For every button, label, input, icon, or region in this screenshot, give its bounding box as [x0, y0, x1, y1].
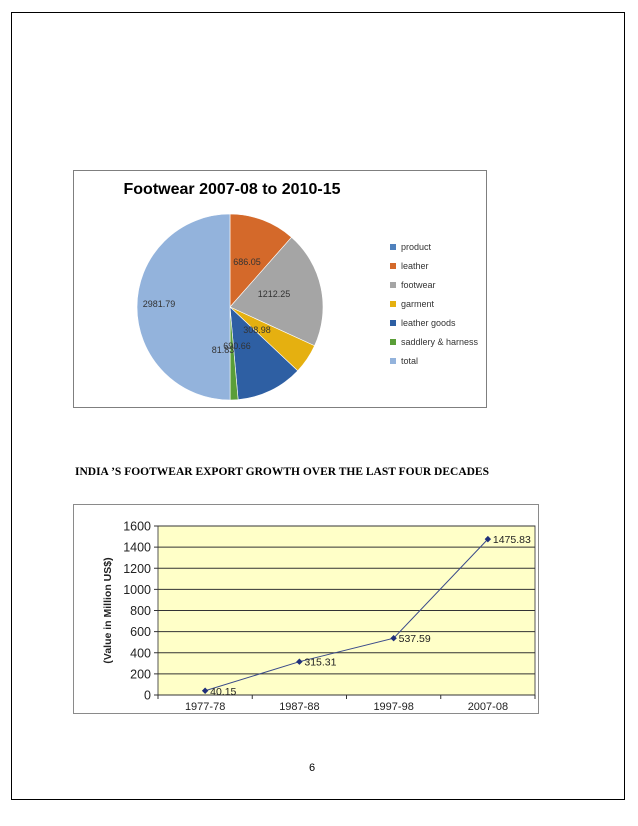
legend-item [390, 237, 486, 256]
legend-label: saddlery & harness [401, 336, 479, 347]
pie-data-label: 686.05 [233, 257, 261, 267]
x-tick-label: 1997-98 [373, 701, 414, 713]
data-point-label: 315.31 [304, 656, 337, 669]
legend-swatch [390, 320, 396, 326]
legend-label: product [401, 241, 432, 252]
legend-label: leather goods [401, 317, 456, 328]
legend-swatch [390, 301, 396, 307]
legend-swatch [390, 358, 396, 364]
line-chart-plot [74, 505, 540, 715]
legend-swatch [390, 263, 396, 269]
data-point-label: 1475.83 [492, 534, 531, 547]
y-tick-label: 800 [130, 604, 151, 618]
legend-label: garment [401, 298, 435, 309]
y-axis-label: (Value in Million US$) [102, 557, 114, 664]
y-tick-label: 400 [130, 646, 151, 661]
y-tick-label: 1600 [123, 519, 151, 534]
legend-label: total [401, 355, 419, 366]
pie-data-label: 690.66 [223, 341, 251, 351]
legend-item [390, 351, 486, 370]
pie-data-label: 2981.79 [142, 299, 176, 309]
legend-item [390, 275, 486, 294]
x-tick-label: 1977-78 [184, 701, 226, 713]
legend-label: footwear [401, 279, 436, 290]
data-point-label: 537.59 [398, 633, 431, 646]
legend-item [390, 313, 486, 332]
pie-data-label: 308.98 [243, 325, 271, 335]
pie-chart-legend [390, 237, 486, 370]
y-tick-label: 200 [130, 667, 151, 682]
y-tick-label: 600 [130, 625, 151, 640]
y-tick-label: 1400 [123, 540, 151, 555]
legend-swatch [390, 282, 396, 288]
legend-swatch [390, 244, 396, 250]
section-heading: INDIA ’S FOOTWEAR EXPORT GROWTH OVER THE LAST FOUR DECADES [75, 466, 489, 478]
x-tick-label: 2007-08 [467, 701, 509, 713]
y-tick-label: 1200 [123, 561, 151, 576]
pie-data-label: 81.83 [211, 345, 235, 355]
pie-data-label: 1212.25 [257, 289, 291, 299]
legend-item [390, 332, 486, 351]
y-tick-label: 1000 [123, 582, 151, 597]
legend-swatch [390, 339, 396, 345]
legend-item [390, 294, 486, 313]
pie-chart-title: Footwear 2007-08 to 2010-15 [123, 181, 341, 198]
y-tick-label: 0 [144, 688, 151, 703]
line-chart [73, 504, 539, 714]
legend-label: leather [401, 260, 429, 271]
page-number: 6 [309, 762, 316, 774]
data-point-label: 40.15 [210, 685, 237, 698]
pie-chart [73, 170, 487, 408]
x-tick-label: 1987-88 [279, 701, 320, 713]
legend-item [390, 256, 486, 275]
